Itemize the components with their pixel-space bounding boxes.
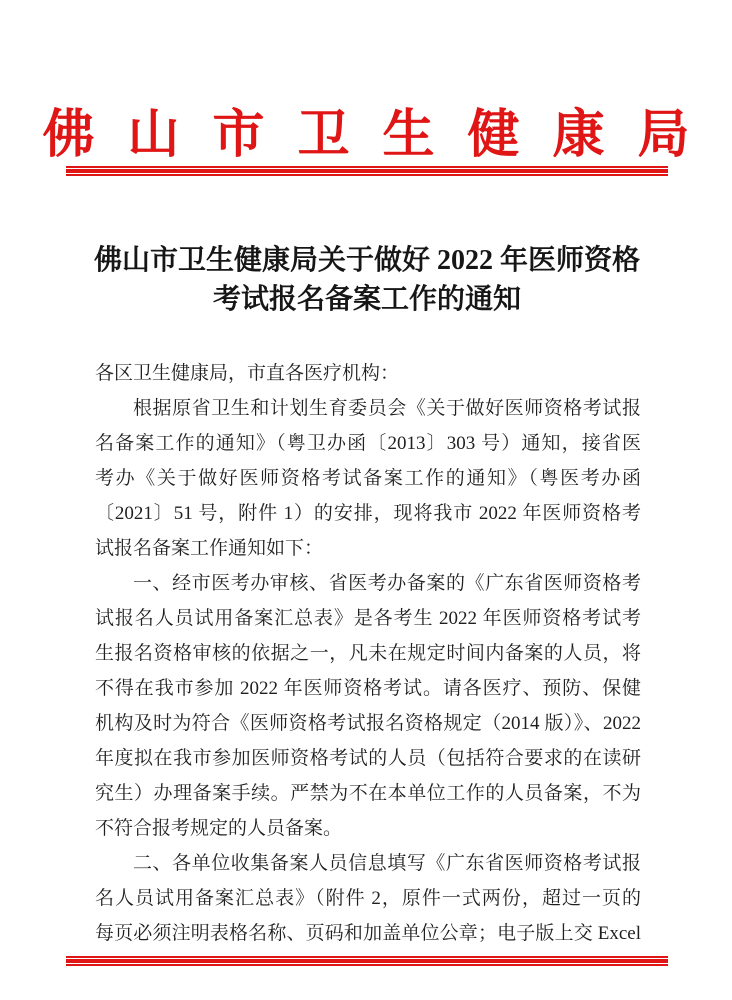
document-body (95, 356, 641, 951)
body-text-line: 试报名备案工作通知如下： (95, 538, 324, 559)
agency-name-header: 佛山市卫生健康局 (42, 107, 723, 164)
body-text-line: 一、经市医考办审核、省医考办备案的《广东省医师资格考 (133, 573, 641, 594)
body-text-line: 〔2021〕51 号，附件 1）的安排，现将我市 2022 年医师资格考 (95, 503, 641, 524)
document-title (66, 241, 668, 319)
body-text-line: 考办《关于做好医师资格考试备案工作的通知》（粤医考办函 (95, 468, 641, 489)
body-text-line: 不得在我市参加 2022 年医师资格考试。请各医疗、预防、保健 (95, 678, 641, 699)
body-text-line: 年度拟在我市参加医师资格考试的人员（包括符合要求的在读研 (95, 748, 641, 769)
body-text-line: 生报名资格审核的依据之一，凡未在规定时间内备案的人员，将 (95, 643, 641, 664)
body-text-line: 根据原省卫生和计划生育委员会《关于做好医师资格考试报 (133, 398, 641, 419)
document-title-line-2: 考试报名备案工作的通知 (212, 284, 521, 315)
document-title-line-1: 佛山市卫生健康局关于做好 2022 年医师资格 (93, 245, 640, 276)
header-divider-line (66, 166, 668, 176)
body-text-line: 究生）办理备案手续。严禁为不在本单位工作的人员备案，不为 (95, 783, 641, 804)
body-text-line: 二、各单位收集备案人员信息填写《广东省医师资格考试报 (133, 853, 641, 874)
body-text-line: 各区卫生健康局，市直各医疗机构： (95, 363, 400, 384)
body-text-line: 试报名人员试用备案汇总表》是各考生 2022 年医师资格考试考 (95, 608, 641, 629)
body-text-line: 不符合报考规定的人员备案。 (95, 818, 343, 839)
footer-divider-line (66, 956, 668, 966)
body-text-line: 每页必须注明表格名称、页码和加盖单位公章；电子版上交 Excel (95, 923, 641, 944)
body-text-line: 机构及时为符合《医师资格考试报名资格规定（2014 版）》、2022 (95, 713, 641, 734)
body-text-line: 名备案工作的通知》（粤卫办函〔2013〕303 号）通知，接省医 (95, 433, 641, 454)
body-text-line: 名人员试用备案汇总表》（附件 2，原件一式两份，超过一页的 (95, 888, 641, 909)
